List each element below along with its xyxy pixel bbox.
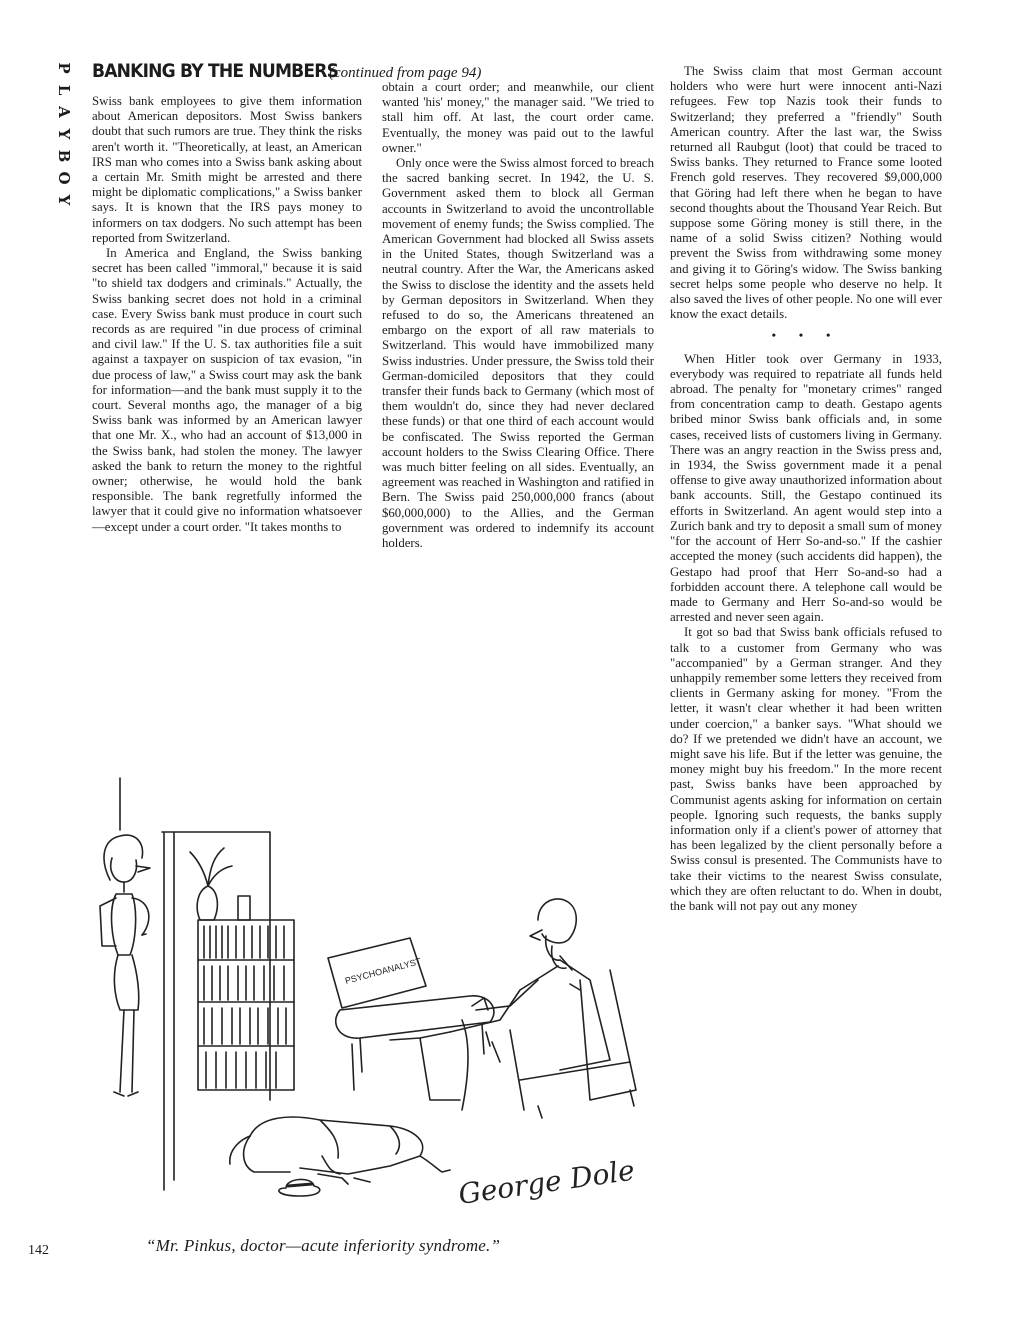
door-frame-drawing [120,778,270,1190]
paragraph: When Hitler took over Germany in 1933, everybody was required to repatriate all funds held abroad. The penalty for "monetary crimes" ranged from concentration camp to death. Gestapo agents bribed minor Swiss bank officials and, in some cases, received lists of customers living in Germany. There was an angry reaction in the Swiss press and, in 1934, the Swiss government made it a penal offense to give away unauthorized information about bank accounts. Still, the Gestapo continued its efforts in Switzerland. An agent would step into a Zurich bank and try to deposit a small sum of money "for the account of Herr So-and-so." If the cashier accepted the money (such accidents did happen), the Gestapo had proof that Herr So-and-so had a forbidden account there. A telephone call would be made to Germany and Herr So-and-so would be arrested and never seen again. [670,351,942,625]
paragraph: obtain a court order; and meanwhile, our client wanted 'his' money," the manager said. "We tried to stall him off. At last, the court order came. Eventually, the money was paid out to the lawful owner." [382,80,654,155]
paragraph: It got so bad that Swiss bank officials refused to talk to a customer from Germany who was "accompanied" by a German stranger. And they unhappily remember some letters they received from clients in Germany asking for money. "From the letter, it wasn't clear whether it had been written under coercion," a banker says. "What should we do? If we pretended we didn't have an account, we might save his life. But if the letter was genuine, the money might buy his freedom." In the more recent past, Swiss banks have been approached by Communist agents asking for information on certain people. Ignoring such requests, the banks supply information only if a client's power of attorney that has been legalized by the client personally before a Swiss consul is presented. The Communists have to take their victims to the nearest Swiss consulate, which they are often reluctant to do. When in doubt, the bank will not pay out any money [670,625,942,913]
page-number: 142 [28,1243,49,1258]
article-title: BANKING BY THE NUMBERS [92,60,339,82]
woman-drawing [100,835,150,1096]
paragraph: In America and England, the Swiss banking secret has been called "immoral," because it is said "to shield tax dodgers and criminals." Actually, the Swiss banking secret does not hold in a criminal case. Every Swiss bank must produce in court such records as are required "in due process of criminal and civil law." If the U. S. tax authorities file a suit against a taxpayer on suspicion of tax evasion, "in due process of law," a Swiss court may ask the bank for information—and the bank must supply it to the court. Several months ago, the manager of a big Swiss bank was informed by an American lawyer that one Mr. X., who had an account of $13,000 in the Swiss bank, had stolen the money. The lawyer asked the bank to return the money to the rightful owner; otherwise, he would hold the bank responsible. The bank regretfully informed the lawyer that it could give no information whatsoever—except under a court order. "It takes months to [92,246,362,534]
sign-label: PSYCHOANALYST [343,955,423,986]
brand-letter: B [55,149,73,163]
cartoon-illustration [90,770,660,1230]
brand-letter: O [55,171,73,185]
brand-letter: Y [55,194,73,206]
magazine-brand-vertical [54,57,74,211]
brand-letter: A [55,106,73,118]
text-column-3 [670,64,942,914]
paragraph: Swiss bank employees to give them information about American depositors. Most Swiss bankers doubt that such rumors are true. They think the risks aren't worth it. "Theoretically, at least, an American IRS man who comes into a Swiss bank asking about a certain Mr. Smith might be arrested and there might be diplomatic complications," a Swiss banker says. It is known that the IRS pays money to informers on tax dodgers. No such attempt has been reported from Switzerland. [92,94,362,245]
psychoanalyst-drawing [336,899,636,1118]
article-header [92,60,482,82]
cartoon-caption: “Mr. Pinkus, doctor—acute inferiority syndrome.” [146,1236,501,1255]
text-column-1 [92,94,362,535]
paragraph: The Swiss claim that most German account holders who were hurt were innocent anti-Nazi refugees. Few top Nazis took their funds to Switzerland; they preferred a "friendly" South American country. After the last war, the Swiss returned all Raubgut (loot) that could be traced to Swiss banks. They returned to France some looted French gold reserves. They recovered $9,000,000 that Göring had left there when he began to have second thoughts about the Thousand Year Reich. But suppose some Göring money is still there, in the name of a solid Swiss citizen? Nothing would prevent the Swiss from withdrawing some money and giving it to Göring's widow. The Swiss banking secret helps some people who deserve no help. It also saved the lives of other people. No one will ever know the exact details. [670,64,942,322]
paragraph: Only once were the Swiss almost forced to breach the sacred banking secret. In 1942, the U. S. Government asked them to block all German accounts in Switzerland to avoid the uncontrollable movement of enemy funds; the Swiss complied. The American Government had blocked all Swiss assets in the United States, though Switzerland was a neutral country. After the War, the Americans asked the Swiss to disclose the identity and the assets held by German depositors in Switzerland. When they refused to do so, the Americans threatened an embargo on the export of all raw materials to Switzerland. This would have immobilized many Swiss industries. Under pressure, the Swiss told their German-domiciled depositors that they could transfer their funds back to Germany (which most of them wouldn't do, since they had never declared these funds) or that one third of each account would be confiscated. The Swiss reported the German account holders to the Swiss Clearing Office. There was much bitter feeling on all sides. Eventually, an agreement was reached in Washington and ratified in Bern. The Swiss paid 250,000,000 francs (about $60,000,000) to the Allies, and the German government was ordered to indemnify its account holders. [382,156,654,551]
brand-letter: P [55,62,73,74]
crawling-man-drawing [230,1117,450,1196]
brand-letter: Y [55,128,73,140]
bookshelf-drawing [190,848,294,1090]
continued-note: (continued from page 94) [329,65,482,81]
artist-signature: George Dole [456,1153,637,1211]
brand-letter: L [55,84,73,96]
section-separator: • • • [771,328,841,343]
psychoanalyst-sign [328,938,426,1008]
text-column-2 [382,80,654,551]
